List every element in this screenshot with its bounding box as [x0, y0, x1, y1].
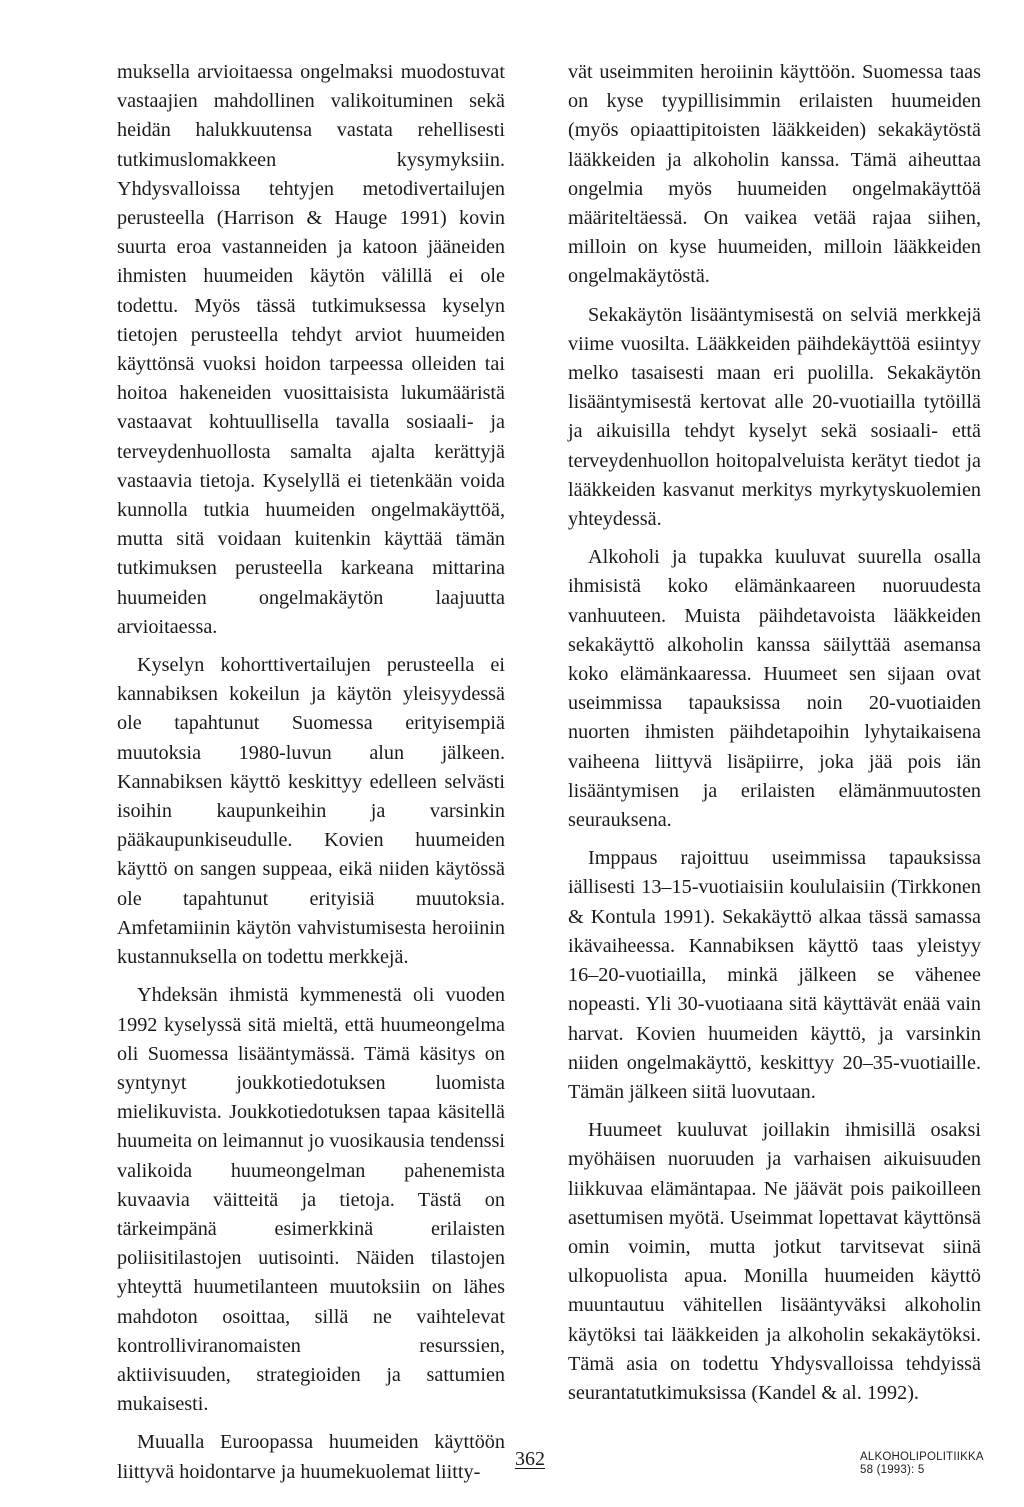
paragraph: muksella arvioitaessa ongelmaksi muodostuvat vastaajien mahdollinen valikoituminen sekä heidän halukkuutensa vastata rehellisesti tutkimuslomakkeen kysymyksiin. Yhdysvalloissa tehtyjen metodivertailujen perusteella (Harrison & Hauge 1991) kovin suurta eroa vastanneiden ja katoon jääneiden ihmisten huumeiden käytön välillä ei ole todettu. Myös tässä tutkimuksessa kyselyn tietojen perusteella tehdyt arviot huumeiden käyttönsä vuoksi hoidon tarpeessa olleiden tai hoitoa hakeneiden vuosittaisista lukumääristä vastaavat kohtuullisella tavalla sosiaali- ja terveydenhuollosta samalta ajalta kerättyjä vastaavia tietoja. Kyselyllä ei tietenkään voida kunnolla tutkia huumeiden ongelmakäyttöä, mutta sitä voidaan kuitenkin käyttää tämän tutkimuksen perusteella karkeana mittarina huumeiden ongelmakäytön laajuutta arvioitaessa.	[117, 61, 505, 638]
paragraph: Huumeet kuuluvat joillakin ihmisillä osaksi myöhäisen nuoruuden ja varhaisen aikuisuuden liikkuvaa elämäntapaa. Ne jäävät pois paikoilleen asettumisen myötä. Useimmat lopettavat käyttönsä omin voimin, mutta jotkut tarvitsevat siinä ulkopuolista apua. Monilla huumeiden käyttö muuntautuu vähitellen lisääntyväksi alkoholin käytöksi tai lääkkeiden ja alkoholin sekakäytöksi. Tämä asia on todettu Yhdysvalloissa tehdyissä seurantatutkimuksissa (Kandel & al. 1992).	[568, 1119, 981, 1404]
journal-issue: 58 (1993): 5	[860, 1464, 925, 1476]
paragraph: Muualla Euroopassa huumeiden käyttöön liittyvä hoidontarve ja huumekuolemat liitty-	[117, 1431, 505, 1483]
left-column	[117, 58, 505, 1496]
journal-name: ALKOHOLIPOLITIIKKA	[860, 1451, 984, 1463]
paragraph: Kyselyn kohorttivertailujen perusteella ei kannabiksen kokeilun ja käytön yleisyydessä ole tapahtunut Suomessa erityisempiä muutoksia 1980-luvun alun jälkeen. Kannabiksen käyttö keskittyy edelleen selvästi isoihin kaupunkeihin ja varsinkin pääkaupunkiseudulle. Kovien huumeiden käyttö on sangen suppeaa, eikä niiden käytössä ole tapahtunut erityisiä muutoksia. Amfetamiinin käytön vahvistumisesta heroiinin kustannuksella on todettu merkkejä.	[117, 654, 505, 969]
paragraph: Alkoholi ja tupakka kuuluvat suurella osalla ihmisistä koko elämänkaareen nuoruudesta vanhuuteen. Muista päihdetavoista lääkkeiden sekakäyttö alkoholin kanssa säilyttää asemansa koko elämänkaaressa. Huumeet sen sijaan ovat useimmissa tapauksissa noin 20-vuotiaiden nuorten ihmisten päihdetapoihin lyhytaikaisena vaiheena liittyvä lisäpiirre, joka jää pois iän lisääntymisen ja erilaisten elämänmuutosten seurauksena.	[568, 546, 981, 832]
paragraph: vät useimmiten heroiinin käyttöön. Suomessa taas on kyse tyypillisimmin erilaisten huumeiden (myös opiaattipitoisten lääkkeiden) sekakäytöstä lääkkeiden ja alkoholin kanssa. Tämä aiheuttaa ongelmia myös huumeiden ongelmakäyttöä määriteltäessä. On vaikea vetää rajaa siihen, milloin on kyse huumeiden, milloin lääkkeiden ongelmakäytöstä.	[568, 61, 981, 288]
right-column	[568, 58, 981, 1417]
journal-reference	[860, 1451, 984, 1477]
page-number: 362	[515, 1448, 545, 1470]
paragraph: Imppaus rajoittuu useimmissa tapauksissa iällisesti 13–15-vuotiaisiin koululaisiin (Tirkkonen & Kontula 1991). Sekakäyttö alkaa tässä samassa ikävaiheessa. Kannabiksen käyttö taas yleistyy 16–20-vuotiailla, minkä jälkeen se vähenee nopeasti. Yli 30-vuotiaana sitä käyttävät enää vain harvat. Kovien huumeiden käyttö, ja varsinkin niiden ongelmakäyttö, keskittyy 20–35-vuotiaille. Tämän jälkeen siitä luovutaan.	[568, 847, 981, 1103]
paragraph: Yhdeksän ihmistä kymmenestä oli vuoden 1992 kyselyssä sitä mieltä, että huumeongelma oli Suomessa lisääntymässä. Tämä käsitys on syntynyt joukkotiedotuksen luomista mielikuvista. Joukkotiedotuksen tapaa käsitellä huumeita on leimannut jo vuosikausia tendenssi valikoida huumeongelman pahenemista kuvaavia väitteitä ja tietoja. Tästä on tärkeimpänä esimerkkinä erilaisten poliisitilastojen uutisointi. Näiden tilastojen yhteyttä huumetilanteen muutoksiin on lähes mahdoton osoittaa, sillä ne vaihtelevat kontrolliviranomaisten resurssien, aktiivisuuden, strategioiden ja sattumien mukaisesti.	[117, 984, 505, 1416]
paragraph: Sekakäytön lisääntymisestä on selviä merkkejä viime vuosilta. Lääkkeiden päihdekäyttöä esiintyy melko tasaisesti maan eri puolilla. Sekakäytön lisääntymisestä kertovat alle 20-vuotiailla tytöillä ja aikuisilla tehdyt kyselyt sekä sosiaali- että terveydenhuollon hoitopalveluista kerätyt tiedot ja lääkkeiden kasvanut merkitys myrkytyskuolemien yhteydessä.	[568, 303, 981, 531]
